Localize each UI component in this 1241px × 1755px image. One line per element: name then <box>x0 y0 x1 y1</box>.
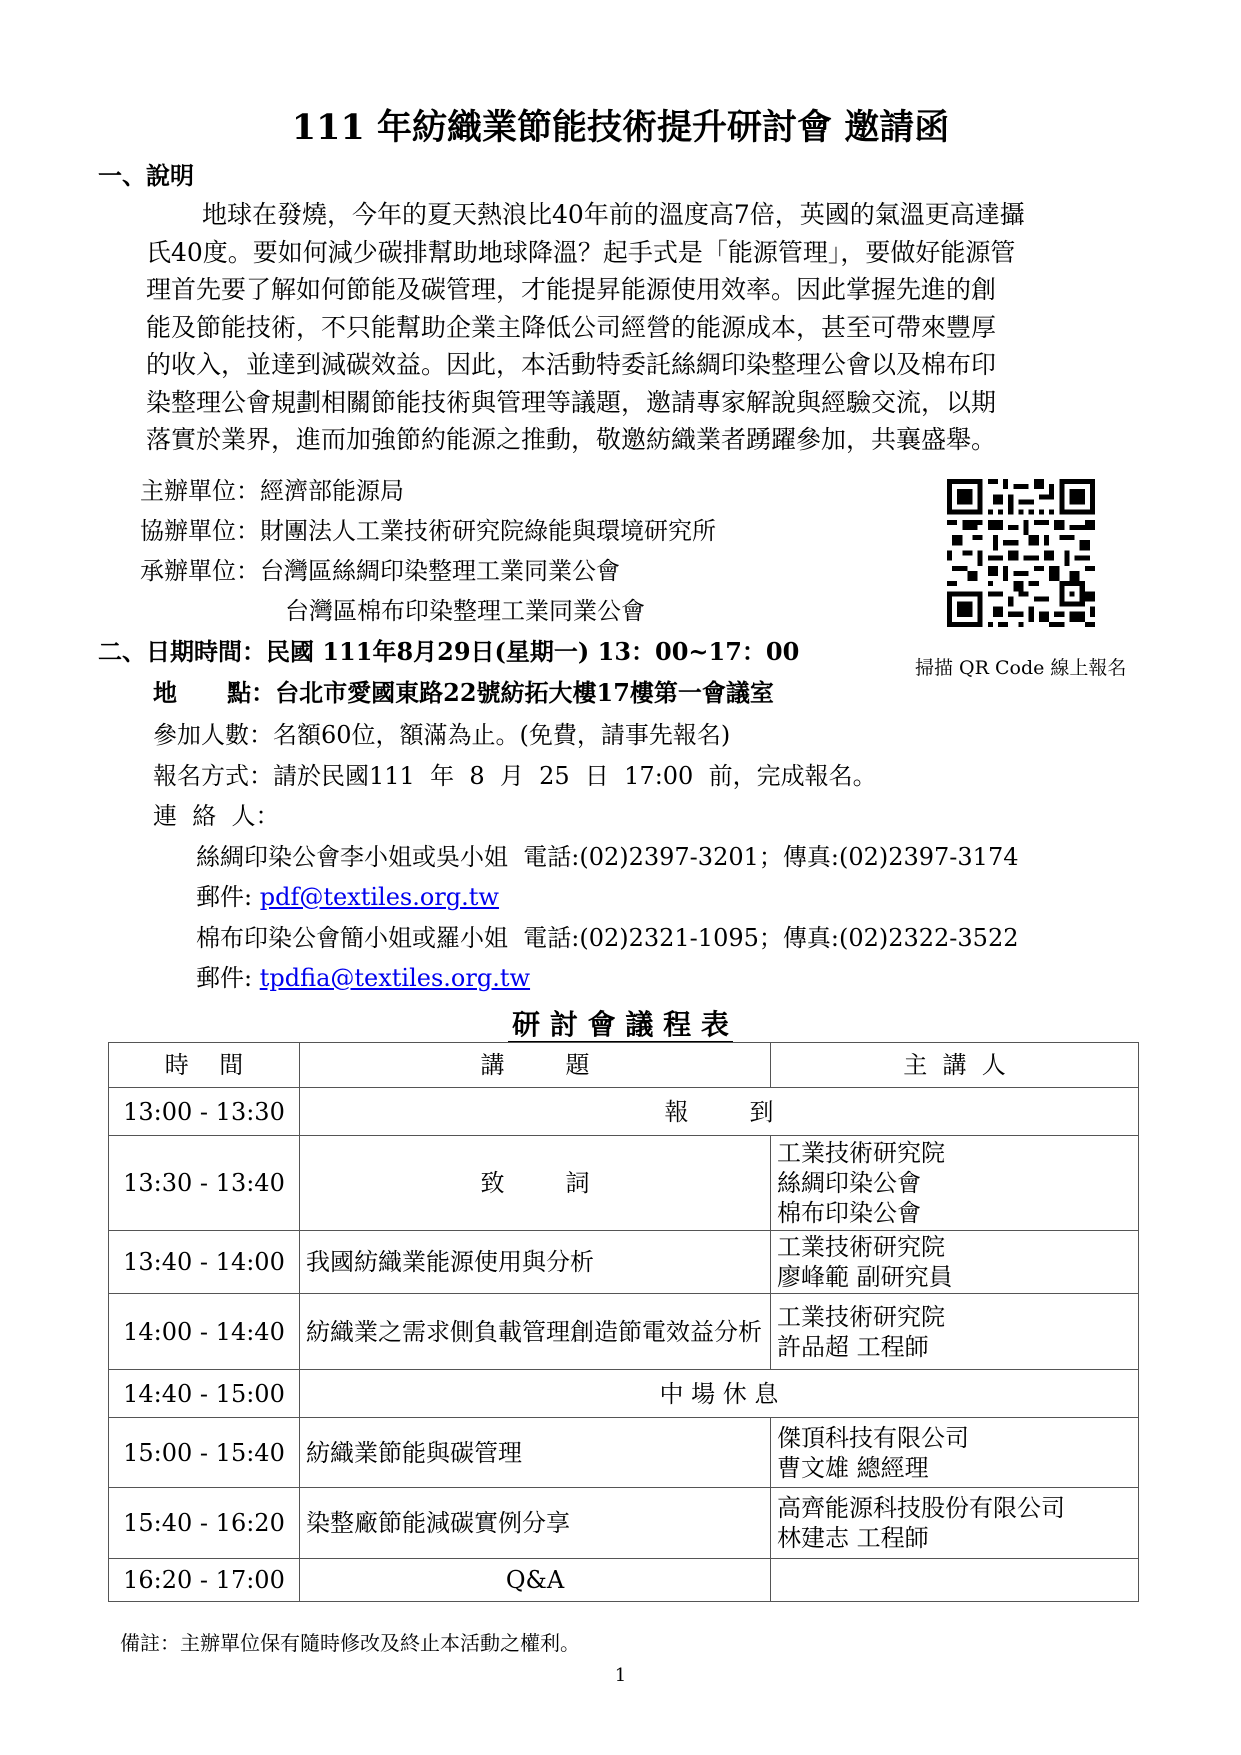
row-speaker <box>771 1559 1139 1602</box>
header-speaker: 主 講 人 <box>771 1043 1139 1088</box>
row-time: 13:30 - 13:40 <box>109 1136 300 1231</box>
table-row <box>109 1294 1139 1370</box>
row-speaker: 工業技術研究院 絲綢印染公會 棉布印染公會 <box>771 1136 1139 1231</box>
footnote: 備註：主辦單位保有隨時修改及終止本活動之權利。 <box>120 1631 580 1655</box>
row-topic: 中 場 休 息 <box>300 1370 1139 1418</box>
table-row <box>109 1231 1139 1294</box>
document-title: 111 年紡織業節能技術提升研討會 邀請函 <box>291 107 950 148</box>
attendee-limit: 參加人數：名額60位，額滿為止。(免費，請事先報名) <box>153 721 731 749</box>
agenda-title <box>0 1003 1241 1043</box>
row-time: 13:40 - 14:00 <box>109 1231 300 1294</box>
table-row <box>109 1370 1139 1418</box>
row-time: 14:40 - 15:00 <box>109 1370 300 1418</box>
row-speaker: 傑頂科技有限公司 曹文雄 總經理 <box>771 1418 1139 1488</box>
table-row <box>109 1088 1139 1136</box>
row-topic: 染整廠節能減碳實例分享 <box>300 1488 771 1559</box>
contact-silk: 絲綢印染公會李小姐或吳小姐 電話:(02)2397-3201；傳真:(02)2397-3174 <box>196 843 1019 871</box>
table-row <box>109 1418 1139 1488</box>
row-topic: 我國紡織業能源使用與分析 <box>300 1231 771 1294</box>
row-time: 15:00 - 15:40 <box>109 1418 300 1488</box>
email-label: 郵件: <box>196 964 260 992</box>
intro-line: 能及節能技術，不只能幫助企業主降低公司經營的能源成本，甚至可帶來豐厚 <box>146 313 997 342</box>
email-label: 郵件: <box>196 883 260 911</box>
venue-label: 地 點： <box>153 678 276 707</box>
contact-cotton: 棉布印染公會簡小姐或羅小姐 電話:(02)2321-1095；傳真:(02)2322-3522 <box>196 924 1019 952</box>
section1-heading: 一、說明 <box>98 161 194 190</box>
row-time: 14:00 - 14:40 <box>109 1294 300 1370</box>
row-topic: Q&A <box>300 1559 771 1602</box>
executor-organizer: 承辦單位：台灣區絲綢印染整理工業同業公會 <box>140 557 620 585</box>
venue-row <box>153 673 774 708</box>
host-organizer: 主辦單位：經濟部能源局 <box>140 477 404 505</box>
row-topic: 紡織業節能與碳管理 <box>300 1418 771 1488</box>
header-topic: 講 題 <box>300 1043 771 1088</box>
intro-line: 落實於業界，進而加強節約能源之推動，敬邀紡織業者踴躍參加，共襄盛舉。 <box>146 425 997 454</box>
email-row-cotton <box>196 958 530 993</box>
intro-line: 染整理公會規劃相關節能技術與管理等議題，邀請專家解說與經驗交流，以期 <box>146 388 997 417</box>
header-time: 時 間 <box>109 1043 300 1088</box>
table-row <box>109 1136 1139 1231</box>
row-time: 15:40 - 16:20 <box>109 1488 300 1559</box>
intro-line: 的收入，並達到減碳效益。因此，本活動特委託絲綢印染整理公會以及棉布印 <box>146 350 997 379</box>
executor-organizer-2: 台灣區棉布印染整理工業同業公會 <box>285 597 645 625</box>
row-speaker: 高齊能源科技股份有限公司 林建志 工程師 <box>771 1488 1139 1559</box>
registration-method: 報名方式：請於民國111 年 8 月 25 日 17:00 前，完成報名。 <box>153 762 877 790</box>
email-link-cotton[interactable]: tpdfia@textiles.org.tw <box>259 964 531 992</box>
row-topic: 紡織業之需求側負載管理創造節電效益分析 <box>300 1294 771 1370</box>
qr-code-icon[interactable] <box>947 479 1095 627</box>
intro-line: 地球在發燒，今年的夏天熱浪比40年前的溫度高7倍，英國的氣溫更高達攝 <box>202 200 1025 229</box>
qr-caption: 掃描 QR Code 線上報名 <box>915 657 1127 679</box>
agenda-header-row <box>109 1043 1139 1088</box>
table-row <box>109 1488 1139 1559</box>
agenda-table <box>108 1042 1139 1602</box>
row-time: 13:00 - 13:30 <box>109 1088 300 1136</box>
agenda-title-text: 研 討 會 議 程 表 <box>508 1008 733 1043</box>
contact-label: 連 絡 人： <box>153 802 280 830</box>
intro-line: 氏40度。要如何減少碳排幫助地球降溫？起手式是「能源管理」，要做好能源管 <box>146 238 1016 267</box>
date-time: 二、日期時間：民國 111年8月29日(星期一) 13：00~17：00 <box>98 637 800 666</box>
intro-line: 理首先要了解如何節能及碳管理，才能提昇能源使用效率。因此掌握先進的創 <box>146 275 997 304</box>
email-link-silk[interactable]: pdf@textiles.org.tw <box>259 883 499 911</box>
row-topic: 報 到 <box>300 1088 1139 1136</box>
table-row <box>109 1559 1139 1602</box>
row-topic: 致 詞 <box>300 1136 771 1231</box>
venue-value: 台北市愛國東路22號紡拓大樓17樓第一會議室 <box>275 678 774 707</box>
row-speaker: 工業技術研究院 許品超 工程師 <box>771 1294 1139 1370</box>
row-time: 16:20 - 17:00 <box>109 1559 300 1602</box>
page-number: 1 <box>614 1665 627 1686</box>
row-speaker: 工業技術研究院 廖峰範 副研究員 <box>771 1231 1139 1294</box>
email-row-silk <box>196 877 499 912</box>
co-host-organizer: 協辦單位：財團法人工業技術研究院綠能與環境研究所 <box>140 517 716 545</box>
